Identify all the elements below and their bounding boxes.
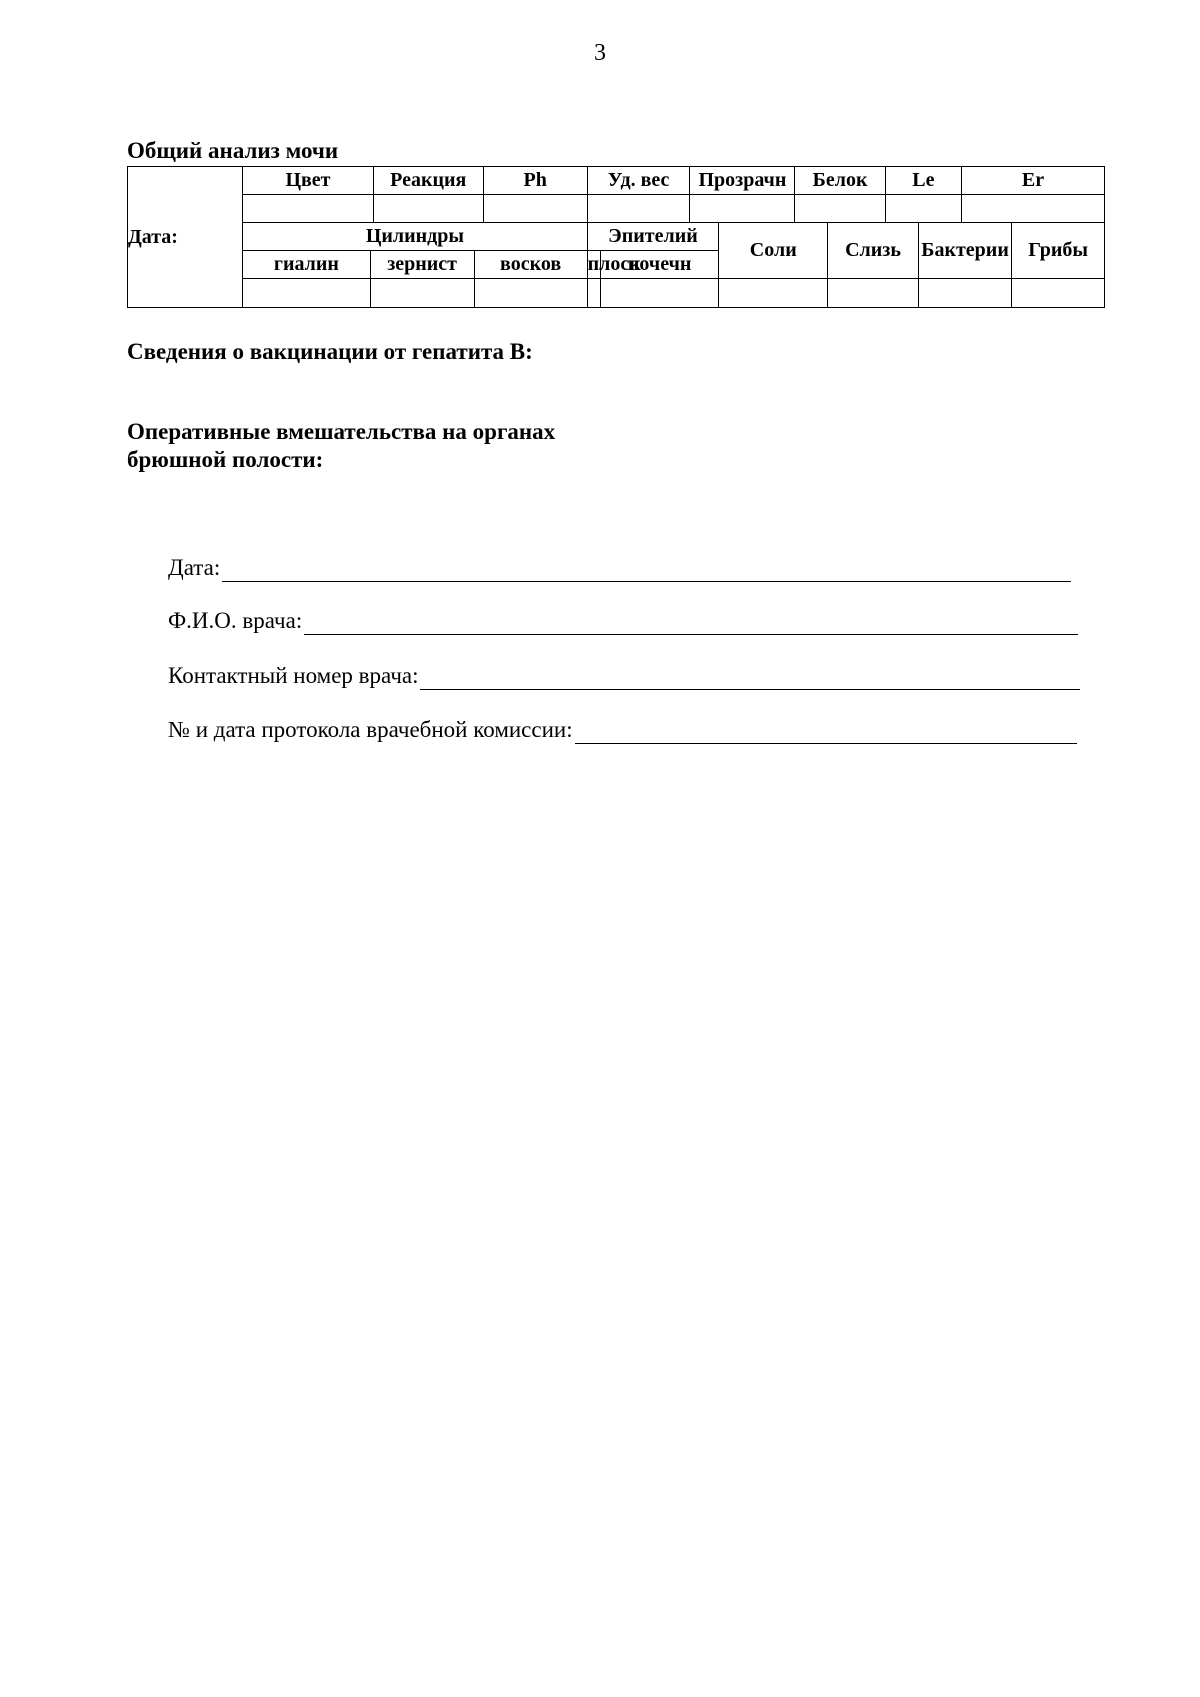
value-squamous[interactable] xyxy=(587,279,600,308)
value-salts[interactable] xyxy=(719,279,828,308)
value-er[interactable] xyxy=(961,195,1104,223)
urine-analysis-title: Общий анализ мочи xyxy=(127,138,339,163)
urine-analysis-grid xyxy=(127,166,1105,308)
value-transparency[interactable] xyxy=(690,195,795,223)
date-label: Дата: xyxy=(128,225,178,248)
value-waxy[interactable] xyxy=(474,279,587,308)
doctor-phone-field[interactable] xyxy=(420,665,1080,690)
signature-date-row xyxy=(168,554,1071,582)
header-epithelium: Эпителий xyxy=(587,223,719,251)
value-hyaline[interactable] xyxy=(243,279,371,308)
doctor-name-row xyxy=(168,607,1078,635)
value-ph[interactable] xyxy=(483,195,587,223)
signature-date-field[interactable] xyxy=(222,557,1071,582)
value-le[interactable] xyxy=(885,195,961,223)
header-cylinders: Цилиндры xyxy=(243,223,587,251)
value-fungi[interactable] xyxy=(1012,279,1105,308)
value-color[interactable] xyxy=(243,195,374,223)
value-mucus[interactable] xyxy=(828,279,918,308)
header-granular: зернист xyxy=(370,251,474,279)
signature-date-label: Дата: xyxy=(168,555,221,580)
doctor-name-label: Ф.И.О. врача: xyxy=(168,608,303,633)
header-transparency: Прозрачн xyxy=(690,167,795,195)
header-le: Le xyxy=(885,167,961,195)
protocol-field[interactable] xyxy=(575,719,1077,744)
header-protein: Белок xyxy=(795,167,885,195)
header-renal: почечн xyxy=(601,251,719,279)
value-reaction[interactable] xyxy=(373,195,483,223)
value-protein[interactable] xyxy=(795,195,885,223)
surgery-title-line2: брюшной полости: xyxy=(127,447,324,472)
date-label-cell xyxy=(128,167,243,308)
header-squamous: плоск xyxy=(587,251,600,279)
header-er: Er xyxy=(961,167,1104,195)
value-granular[interactable] xyxy=(370,279,474,308)
vaccination-title: Сведения о вакцинации от гепатита В: xyxy=(127,339,533,364)
header-specific-gravity: Уд. вес xyxy=(587,167,690,195)
value-bacteria[interactable] xyxy=(918,279,1012,308)
header-color: Цвет xyxy=(243,167,374,195)
value-renal[interactable] xyxy=(601,279,719,308)
header-ph: Ph xyxy=(483,167,587,195)
header-salts: Соли xyxy=(719,223,828,279)
header-waxy: восков xyxy=(474,251,587,279)
protocol-row xyxy=(168,716,1077,744)
header-reaction: Реакция xyxy=(373,167,483,195)
surgery-title-line1: Оперативные вмешательства на органах xyxy=(127,419,556,444)
header-fungi: Грибы xyxy=(1012,223,1105,279)
header-bacteria: Бактерии xyxy=(918,223,1012,279)
protocol-label: № и дата протокола врачебной комиссии: xyxy=(168,717,573,742)
header-hyaline: гиалин xyxy=(243,251,371,279)
surgery-title xyxy=(127,418,687,474)
doctor-name-field[interactable] xyxy=(304,610,1078,635)
header-mucus: Слизь xyxy=(828,223,918,279)
doctor-phone-label: Контактный номер врача: xyxy=(168,663,419,688)
value-specific-gravity[interactable] xyxy=(587,195,690,223)
page-number: 3 xyxy=(594,40,606,66)
doctor-phone-row xyxy=(168,662,1080,690)
